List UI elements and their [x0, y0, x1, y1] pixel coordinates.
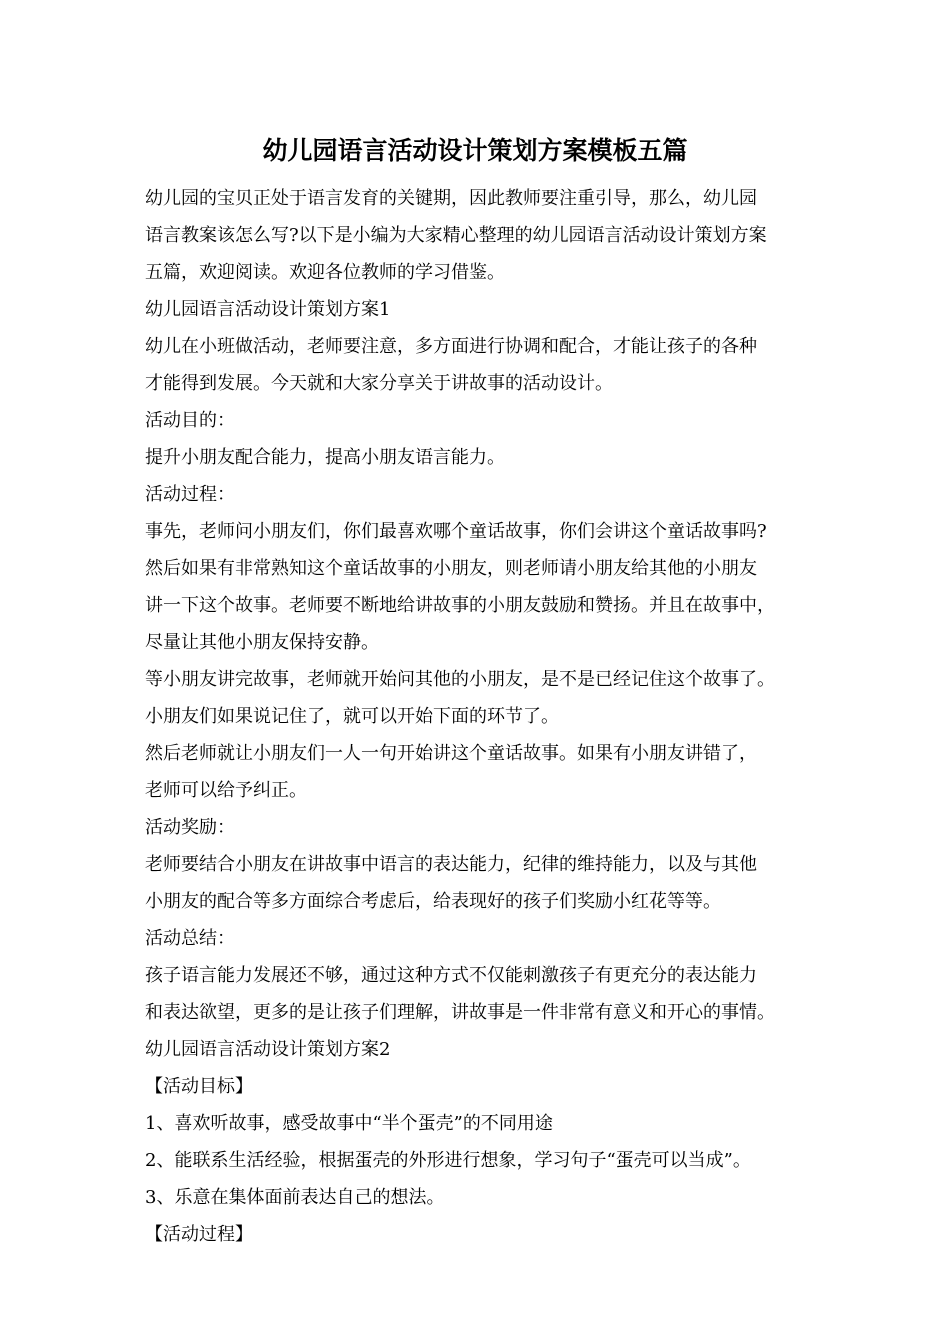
- paragraph-line: 语言教案该怎么写?以下是小编为大家精心整理的幼儿园语言活动设计策划方案: [145, 225, 767, 246]
- subheading: 活动奖励：: [145, 817, 235, 838]
- paragraph-line: 五篇，欢迎阅读。欢迎各位教师的学习借鉴。: [145, 262, 505, 283]
- subheading: 【活动目标】: [145, 1076, 253, 1097]
- paragraph-line: 讲一下这个故事。老师要不断地给讲故事的小朋友鼓励和赞扬。并且在故事中，: [145, 595, 775, 616]
- section-heading: 幼儿园语言活动设计策划方案1: [145, 299, 391, 320]
- paragraph-line: 老师可以给予纠正。: [145, 780, 307, 801]
- paragraph-line: 等小朋友讲完故事，老师就开始问其他的小朋友，是不是已经记住这个故事了。: [145, 669, 775, 690]
- paragraph-line: 然后如果有非常熟知这个童话故事的小朋友，则老师请小朋友给其他的小朋友: [145, 558, 757, 579]
- section-heading: 幼儿园语言活动设计策划方案2: [145, 1039, 391, 1060]
- paragraph-line: 小朋友们如果说记住了，就可以开始下面的环节了。: [145, 706, 559, 727]
- paragraph-line: 尽量让其他小朋友保持安静。: [145, 632, 379, 653]
- paragraph-line: 幼儿在小班做活动，老师要注意，多方面进行协调和配合，才能让孩子的各种: [145, 336, 757, 357]
- subheading: 活动总结：: [145, 928, 235, 949]
- paragraph-line: 才能得到发展。今天就和大家分享关于讲故事的活动设计。: [145, 373, 613, 394]
- list-item: 2、能联系生活经验，根据蛋壳的外形进行想象，学习句子“蛋壳可以当成”。: [145, 1150, 751, 1171]
- document-title: 幼儿园语言活动设计策划方案模板五篇: [262, 136, 688, 165]
- paragraph-line: 小朋友的配合等多方面综合考虑后，给表现好的孩子们奖励小红花等等。: [145, 891, 721, 912]
- list-item: 3、乐意在集体面前表达自己的想法。: [145, 1187, 445, 1208]
- paragraph-line: 孩子语言能力发展还不够，通过这种方式不仅能刺激孩子有更充分的表达能力: [145, 965, 757, 986]
- document-body: [145, 180, 825, 1253]
- paragraph-line: 事先，老师问小朋友们，你们最喜欢哪个童话故事，你们会讲这个童话故事吗?: [145, 521, 767, 542]
- list-item: 1、喜欢听故事，感受故事中“半个蛋壳”的不同用途: [145, 1113, 553, 1134]
- subheading: 活动过程：: [145, 484, 235, 505]
- paragraph-line: 提升小朋友配合能力，提高小朋友语言能力。: [145, 447, 505, 468]
- subheading: 活动目的：: [145, 410, 235, 431]
- paragraph-line: 然后老师就让小朋友们一人一句开始讲这个童话故事。如果有小朋友讲错了，: [145, 743, 757, 764]
- paragraph-line: 幼儿园的宝贝正处于语言发育的关键期，因此教师要注重引导，那么，幼儿园: [145, 188, 757, 209]
- paragraph-line: 和表达欲望，更多的是让孩子们理解，讲故事是一件非常有意义和开心的事情。: [145, 1002, 775, 1023]
- paragraph-line: 老师要结合小朋友在讲故事中语言的表达能力，纪律的维持能力，以及与其他: [145, 854, 757, 875]
- subheading: 【活动过程】: [145, 1224, 253, 1245]
